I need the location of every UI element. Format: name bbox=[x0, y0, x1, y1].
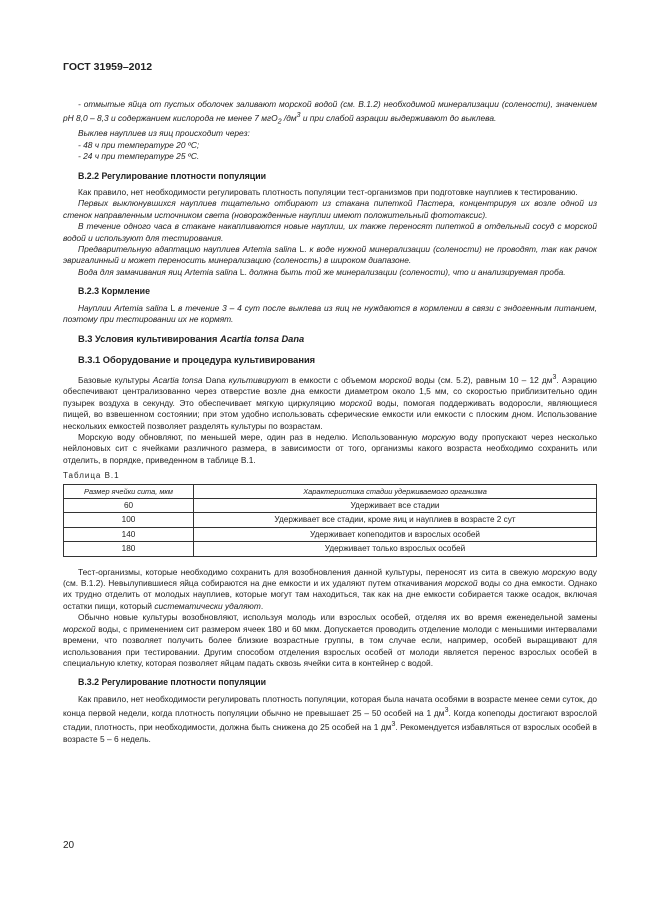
paragraph: Как правило, нет необходимости регулировать плотность популяции, которая была начата особями в возрасте менее семи суток, до конца первой недели, когда плотность популяции обычно не превышает 25 – 50 особей на 1 $дм^3$. Когда копеподы достигают взрослой стадии, плотность, при необходимости, должна быть снижена до 25 особей на 1 $дм^3$. Рекомендуется избавляться от взрослых особей в возрасте 5 – 6 недель. bbox=[63, 693, 598, 744]
paragraph: Базовые культуры Acartia tonsa Dana культивируют в емкости с объемом морской воды (см. 5.2), равным 10 – 12 $дм^3$. Аэрацию обеспечивают централизованно через отверстие возле дна емкости диаметром около 1,5 мм, со скоростью приблизительно один пузырек воздуха в секунду. Это обеспечивает мягкую циркуляцию морской воды, помогая поддерживать водоросли, являющиеся пищей, во взвешенном состоянии; при этом удобно использовать сферические емкости или емкости с плоским дном. Использование нескольких емкостей позволяет разделять культуры по возрастам. bbox=[63, 374, 597, 431]
table-cell: 60 bbox=[64, 499, 194, 513]
section-heading: В.3 Условия культивирования Acartia tonsa Dana bbox=[78, 334, 305, 345]
paragraph: - 24 ч при температуре 25 ºС. bbox=[78, 151, 200, 162]
table-cell: Удерживает все стадии bbox=[194, 499, 597, 513]
section-heading: В.2.2 Регулирование плотности популяции bbox=[78, 170, 267, 181]
table-cell: 100 bbox=[64, 513, 194, 527]
table-cell: 140 bbox=[64, 527, 194, 541]
paragraph: Морскую воду обновляют, по меньшей мере, один раз в неделю. Использованную морскую воду пропускают через несколько нейлоновых сит с ячейками различного размера, в зависимости от того, организмы какого возраста необходимо сохранить или отделить, в порядке, приведенном в таблице В.1. bbox=[63, 432, 597, 465]
paragraph: Вода для замачивания яиц Artemia salina L. должна быть той же минерализации (солености), что и анализируемая проба. bbox=[78, 266, 566, 277]
table-row bbox=[64, 527, 597, 541]
section-heading: В.3.1 Оборудование и процедура культивирования bbox=[78, 354, 316, 365]
paragraph: Как правило, нет необходимости регулировать плотность популяции тест-организмов при подготовке науплиев к тестированию. bbox=[78, 186, 578, 197]
table-cell: Удерживает копеподитов и взрослых особей bbox=[194, 527, 597, 541]
paragraph: - 48 ч при температуре 20 ºС; bbox=[78, 139, 200, 150]
paragraph: Первых выклюнувшихся науплиев тщательно отбирают из стакана пипеткой Пастера, концентрируя их возле одной из стенок направленным источником света (новорожденные науплии имеют положительный фототаксис). bbox=[63, 198, 597, 220]
table-row bbox=[64, 499, 597, 513]
table-cell: Удерживает только взрослых особей bbox=[194, 542, 597, 556]
paragraph: Науплии Artemia salina L в течение 3 – 4 сут после выклева из яиц не нуждаются в кормлении в связи с эндогенным питанием, поэтому при тестировании их не кормят. bbox=[63, 302, 598, 324]
table-cell: Удерживает все стадии, кроме яиц и науплиев в возрасте 2 сут bbox=[194, 513, 597, 527]
table-header-cell: Характеристика стадии удерживаемого организма bbox=[194, 484, 597, 498]
page-number: 20 bbox=[63, 840, 75, 851]
paragraph: Выклев науплиев из яиц происходит через: bbox=[78, 128, 250, 139]
table-cell: 180 bbox=[64, 542, 194, 556]
sieve-table bbox=[63, 484, 597, 557]
table-row bbox=[64, 542, 597, 556]
table-header-cell: Размер ячейки сита, мкм bbox=[64, 484, 194, 498]
table-caption: Таблица В.1 bbox=[63, 471, 120, 481]
document-body bbox=[63, 99, 597, 745]
document-header: ГОСТ 31959–2012 bbox=[63, 61, 153, 73]
section-heading: В.3.2 Регулирование плотности популяции bbox=[78, 677, 267, 688]
paragraph: Обычно новые культуры возобновляют, используя молодь или взрослых особей, отделяя их во время еженедельной замены морской воды, с применением сит размером ячеек 180 и 60 мкм. Допускается проводить отделение молоди с меньшими интервалами времени, что позволяет получить более близкие возрастные группы, в том случае если, например, особей выращивают для использования при тестировании. Другим способом отделения взрослых особей от молоди является перенос взрослых особей в специальную клетку, которая позволяет яйцам падать сквозь ячейки сита в контейнер с водой. bbox=[63, 612, 597, 668]
table-row bbox=[64, 513, 597, 527]
paragraph: - отмытые яйца от пустых оболочек заливают морской водой (см. В.1.2) необходимой минерализации (солености), значением pH 8,0 – 8,3 и содержанием кислорода не менее 7 мгO$_2$ $/дм^3$ и при слабой аэрации выдерживают до выклева. bbox=[63, 99, 597, 126]
paragraph: В течение одного часа в стакане накапливаются новые науплии, их также переносят пипеткой в отдельный сосуд с морской водой и используют для тестирования. bbox=[63, 221, 597, 243]
section-heading: В.2.3 Кормление bbox=[78, 286, 150, 297]
paragraph: Тест-организмы, которые необходимо сохранить для возобновления данной культуры, переносят из сита в свежую морскую воду (см. В.1.2). Невылупившиеся яйца собираются на дне емкости и их удаляют путем откачивания морской воды со дна емкости. Однако их трудно отделить от молодых науплиев, которые могут там находиться, так как на дне емкости собирается также осадок, включая остатки пищи, который систематически удаляют. bbox=[63, 566, 597, 611]
paragraph: Предварительную адаптацию науплиев Artemia salina L. к воде нужной минерализации (солености) не проводят, так как рачок эвригалинный и может переносить минерализацию (соленость) в широком диапазоне. bbox=[63, 243, 597, 266]
table-header-row bbox=[64, 484, 597, 498]
